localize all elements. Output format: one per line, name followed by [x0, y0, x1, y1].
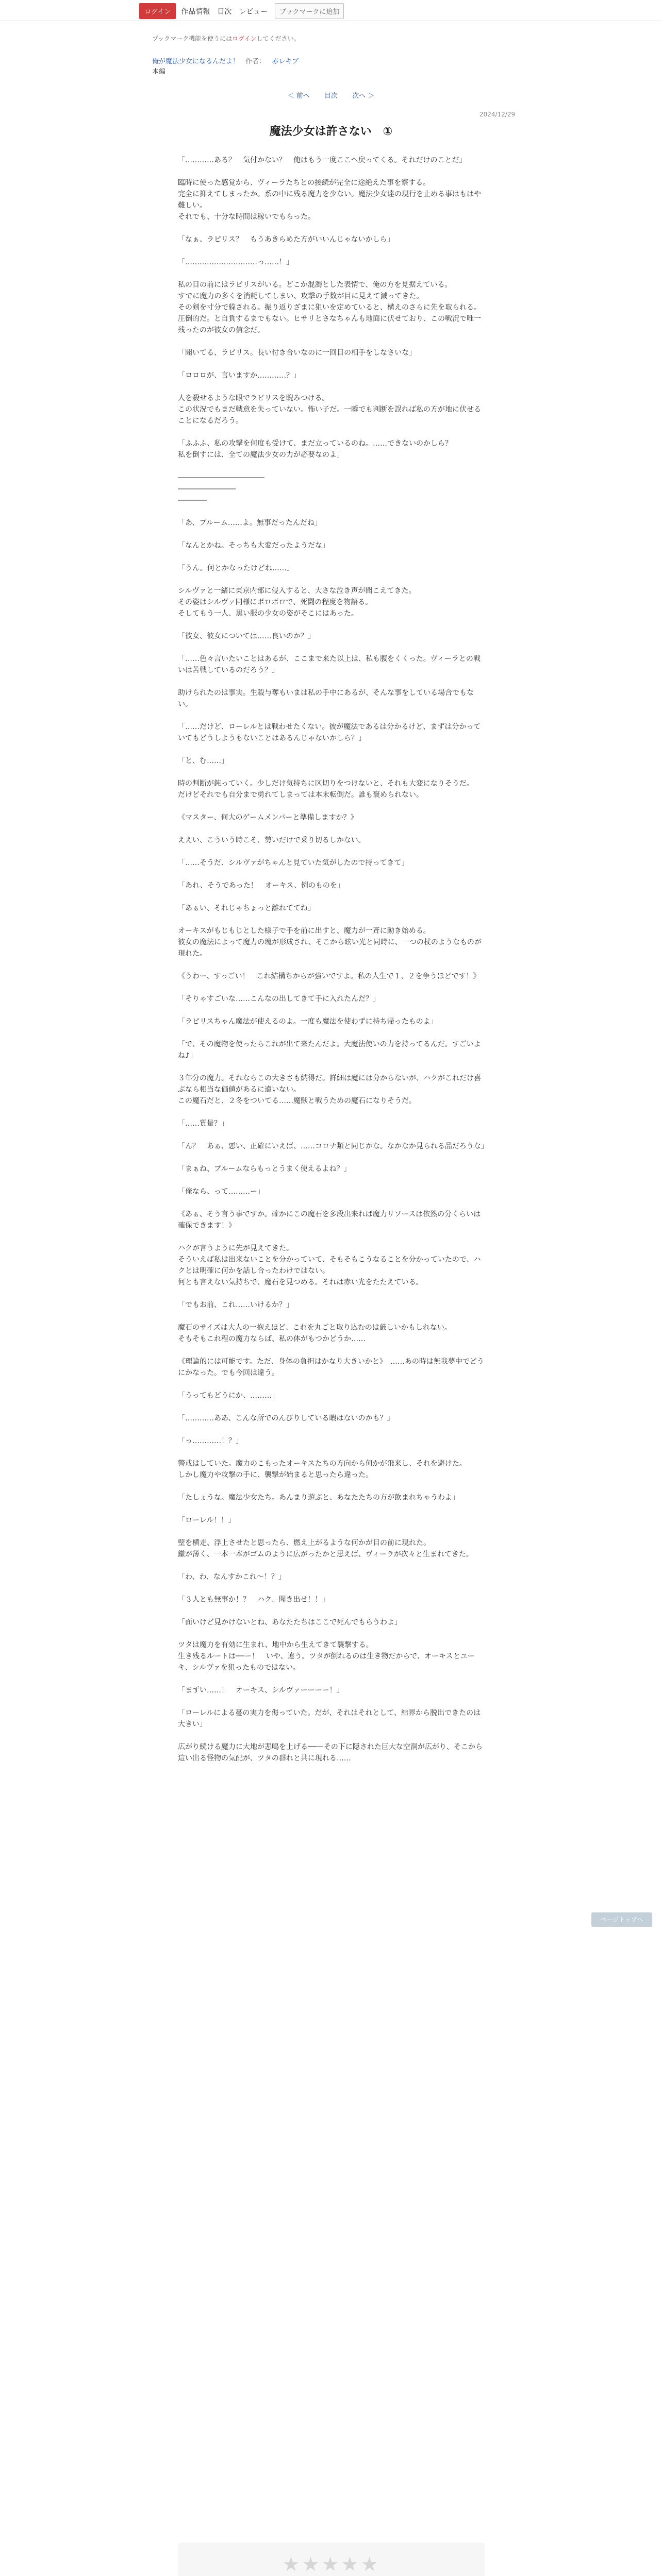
body-paragraph: 「で、その魔物を使ったらこれが出て来たんだよ。大魔法使いの力を持ってるんだ。すごいよね♪」: [178, 1040, 481, 1060]
add-bookmark-button[interactable]: ブックマークに追加: [275, 3, 344, 19]
body-paragraph: ええい、こういう時こそ、勢いだけで乗り切るしかない。: [178, 836, 366, 844]
prev-link[interactable]: ＜ 前へ: [287, 92, 310, 100]
body-paragraph: ―――――――――――― ―――――――― ――――: [178, 473, 264, 504]
body-paragraph: 「でもお前、これ……いけるか？」: [178, 1301, 293, 1309]
toc-link[interactable]: 目次: [324, 92, 338, 100]
top-navigation-bar: [0, 0, 662, 21]
body-paragraph: 《マスター、何大のゲームメンバーと準備しますか？》: [178, 814, 358, 822]
body-paragraph: 「…………ああ、こんな所でのんびりしている暇はないのかも？」: [178, 1414, 394, 1422]
nav-link-reviews[interactable]: レビュー: [239, 7, 268, 16]
episode-body: [178, 155, 487, 1775]
body-paragraph: 「……質量？」: [178, 1120, 228, 1128]
body-paragraph: 「…………………………っ……！」: [178, 258, 293, 266]
body-paragraph: 「あれ、そうであった！ オーキス、例のものを」: [178, 882, 344, 890]
body-paragraph: 「うん。何とかなったけどね……」: [178, 564, 294, 572]
body-paragraph: 「……そうだ、シルヴァがちゃんと見ていた気がしたので持ってきて」: [178, 859, 409, 867]
body-paragraph: 《うわー、すっごい！ これ結構ちからが強いですよ。私の人生で１、２を争うほどです！》: [178, 972, 481, 980]
body-paragraph: 警戒はしていた。魔力のこもったオーキスたちの方向から何かが飛来し、それを避けた。 しかし魔力や攻撃の手に、襲撃が始まると思ったら違った。: [178, 1460, 467, 1479]
body-paragraph: 時の判断が鈍っていく。少しだけ気持ちに区切りをつけないと、それも大変になりそうだ。 だけどそれでも自分まで勇れてしまっては本末転倒だ。誰も褒められない。: [178, 779, 474, 799]
author-link[interactable]: 赤レキブ: [272, 58, 299, 65]
body-paragraph: 魔石のサイズは大人の一抱えほど、これを丸ごと取り込むのは厳しいかもしれない。 そもそもこれ程の魔力ならば、私の体がもつかどうか……: [178, 1324, 452, 1343]
body-paragraph: 「まぁね、ブルームならもっとうまく使えるよね？」: [178, 1165, 351, 1173]
next-link[interactable]: 次へ ＞: [352, 92, 375, 100]
body-paragraph: ３年分の魔力。それならこの大きさも納得だ。詳細は魔には分からないが、ハクがこれだけ喜ぶなら相当な価値があるに違いない。 この魔石だと、２冬をついてる……魔獣と戦うための魔石になりそうだ。: [178, 1074, 481, 1105]
body-paragraph: 人を殺せるような眼でラピリスを睨みつける。 この状況でもまだ戦意を失っていない。怖い子だ。一瞬でも判断を誤れば私の方が地に伏せることになるだろう。: [178, 394, 481, 425]
notice-text: ブックマーク機能を使うには: [152, 35, 233, 42]
body-paragraph: オーキスがもじもじとした様子で手を前に出すと、魔力が一斉に動き始める。 彼女の魔法によって魔力の塊が形成され、そこから眩い光と同時に、一つの杖のようなものが現れた。: [178, 927, 482, 958]
body-paragraph: 広がり続ける魔力に大地が悲鳴を上げる──ーその下に隠された巨大な空洞が広がり、そこから這い出る怪物の気配が、ツタの群れと共に現れる……: [178, 1743, 483, 1762]
body-paragraph: 「うってもどうにか、………」: [178, 1392, 279, 1400]
body-paragraph: 「ふふふ、私の攻撃を何度も受けて、まだ立っているのね。……できないのかしら？ 私を倒すには、全ての魔法少女の力が必要なのよ」: [178, 439, 452, 459]
bookmark-login-notice: [152, 34, 300, 43]
body-paragraph: 「３人とも無事か！？ ハク、聞き出せ！！」: [178, 1596, 329, 1604]
body-paragraph: 壁を横走、浮上させたと思ったら、燃え上がるような何かが目の前に現れた。 鎌が薄く、一本一本がゴムのように広がったかと思えば、ヴィーラが次々と生まれてきた。: [178, 1539, 473, 1558]
rating-box: [178, 2543, 485, 2576]
body-paragraph: 「あぁい、それじゃちょっと離れててね」: [178, 904, 315, 912]
body-paragraph: 「ローレル！！」: [178, 1516, 236, 1524]
body-paragraph: 助けられたのは事実。生殺与奪もいまは私の手中にあるが、そんな事をしている場合でもない。: [178, 689, 474, 708]
rating-stars[interactable]: ★★★★★: [282, 2553, 380, 2575]
nav-link-work-info[interactable]: 作品情報: [181, 7, 210, 16]
body-paragraph: 「と、む……」: [178, 757, 228, 765]
body-paragraph: 「…………ある？ 気付かない？ 俺はもう一度ここへ戻ってくる。それだけのことだ」: [178, 156, 467, 164]
body-paragraph: 「ロロロが、言いますか…………？」: [178, 371, 301, 380]
chapter-label: 本編: [152, 68, 166, 76]
pager-top: [0, 90, 662, 100]
body-paragraph: 「たしょうな。魔法少女たち。あんまり遊ぶと、あなたたちの方が飲まれちゃうわよ」: [178, 1494, 459, 1502]
body-paragraph: 「彼女、彼女については……良いのか？」: [178, 632, 315, 640]
login-link[interactable]: ログイン: [232, 35, 257, 42]
body-paragraph: 「……色々言いたいことはあるが、ここまで来た以上は、私も腹をくくった。ヴィーラとの戦いは苦戦しているのだろう？」: [178, 655, 481, 674]
body-paragraph: 「ん？ あぁ、悪い、正確にいえば、……コロナ類と同じかな。なかなか見られる品だろうな」: [178, 1142, 488, 1150]
body-paragraph: 「わ、わ、なんすかこれ～！？」: [178, 1573, 286, 1581]
body-paragraph: ハクが言うように先が見えてきた。 そういえば私は出来ないことを分かっていて、そもそもこうなることを分かっていたので、ハクとは明確に何かを話し合ったわけではない。 何とも言えない気持ちで、魔石を見つめる。それは赤い光をたたえている。: [178, 1244, 481, 1286]
body-paragraph: 「俺なら、って………ー」: [178, 1188, 264, 1196]
body-paragraph: 「なぁ、ラピリス？ もうあきらめた方がいいんじゃないかしら」: [178, 235, 394, 244]
body-paragraph: 《理論的には可能です。ただ、身体の負担はかなり大きいかと》 ……あの時は無我夢中でどうにかなった。でも今回は違う。: [178, 1358, 484, 1377]
body-paragraph: 「……だけど、ローレルとは戦わせたくない。彼が魔法であるは分かるけど、まずは分かっていてもどうしようもないことはあるんじゃないかしら？」: [178, 723, 481, 742]
body-paragraph: 「まずい……！ オーキス、シルヴァーーーー！」: [178, 1686, 344, 1694]
nav-link-toc[interactable]: 目次: [217, 7, 232, 16]
body-paragraph: 「っ…………！？」: [178, 1437, 243, 1445]
post-date: 2024/12/29: [479, 111, 516, 118]
series-info: [152, 56, 299, 65]
body-paragraph: 「聞いてる、ラピリス。長い付き合いなのに一回目の相手をしなさいな」: [178, 349, 417, 357]
body-paragraph: 「あ、ブルーム……よ。無事だったんだね」: [178, 519, 322, 527]
body-paragraph: 「ローレルによる蔓の実力を侮っていた。だが、それはそれとして、結界から脱出できたのは大きい」: [178, 1709, 481, 1728]
author-label: 作者：: [245, 58, 266, 65]
episode-title: 魔法少女は許さない ①: [269, 125, 393, 138]
notice-text-end: してください。: [256, 35, 300, 42]
body-paragraph: 《あぁ、そう言う事ですか。確かにこの魔石を多段出来れば魔力リソースは依然の分くらいは確保できます！》: [178, 1210, 481, 1230]
body-paragraph: 「そりゃすごいな……こんなの出してきて手に入れたんだ？」: [178, 995, 380, 1003]
body-paragraph: 臨時に使った感覚から、ヴィーラたちとの接続が完全に途絶えた事を察する。 完全に抑えてしまったか。系の中に残る魔力を少ない。魔法少女達の現行を止める事はもはや難しい。 それでも、十分な時間は稼いでもらった。: [178, 179, 481, 221]
body-paragraph: 「ラピリスちゃん魔法が使えるのよ。一度も魔法を使わずに持ち帰ったものよ」: [178, 1018, 438, 1026]
body-paragraph: 「なんとかね。そっちも大変だったようだな」: [178, 541, 329, 550]
body-paragraph: ツタは魔力を有効に生まれ、地中から生えてきて襲撃する。 生き残るルートは──ー！ いや、違う。ツタが倒れるのは生き物だからで、オーキスとユーキ、シルヴァを狙ったものではない。: [178, 1641, 475, 1672]
body-paragraph: 私の目の前にはラピリスがいる。どこか混濁とした表情で、俺の方を見据えている。 すでに魔力の多くを消耗してしまい、攻撃の手数が目に見えて減ってきた。 その剣を寸分で躱される。振り返りざまに狙いを定めていると、構えのさらに先を取られる。 圧倒的だ。と自負するまでもない。ヒサリとさなちゃんも地面に伏せており、この戦況で唯一残ったのが彼女の信念だ。: [178, 281, 481, 334]
body-paragraph: 「面いけど見かけないとね、あなたたちはここで死んでもらうわよ」: [178, 1618, 402, 1626]
login-button[interactable]: ログイン: [139, 3, 176, 19]
body-paragraph: シルヴァと一緒に東京内部に侵入すると、大さな泣き声が聞こえてきた。 その姿はシルヴァ同様にボロボロで、死闘の程度を物語る。 そしてもう一人、黒い服の少女の姿がそこにはあった。: [178, 587, 416, 618]
page-top-button[interactable]: ページトップへ: [591, 1912, 652, 1927]
series-title-link[interactable]: 俺が魔法少女になるんだよ！: [152, 58, 240, 65]
